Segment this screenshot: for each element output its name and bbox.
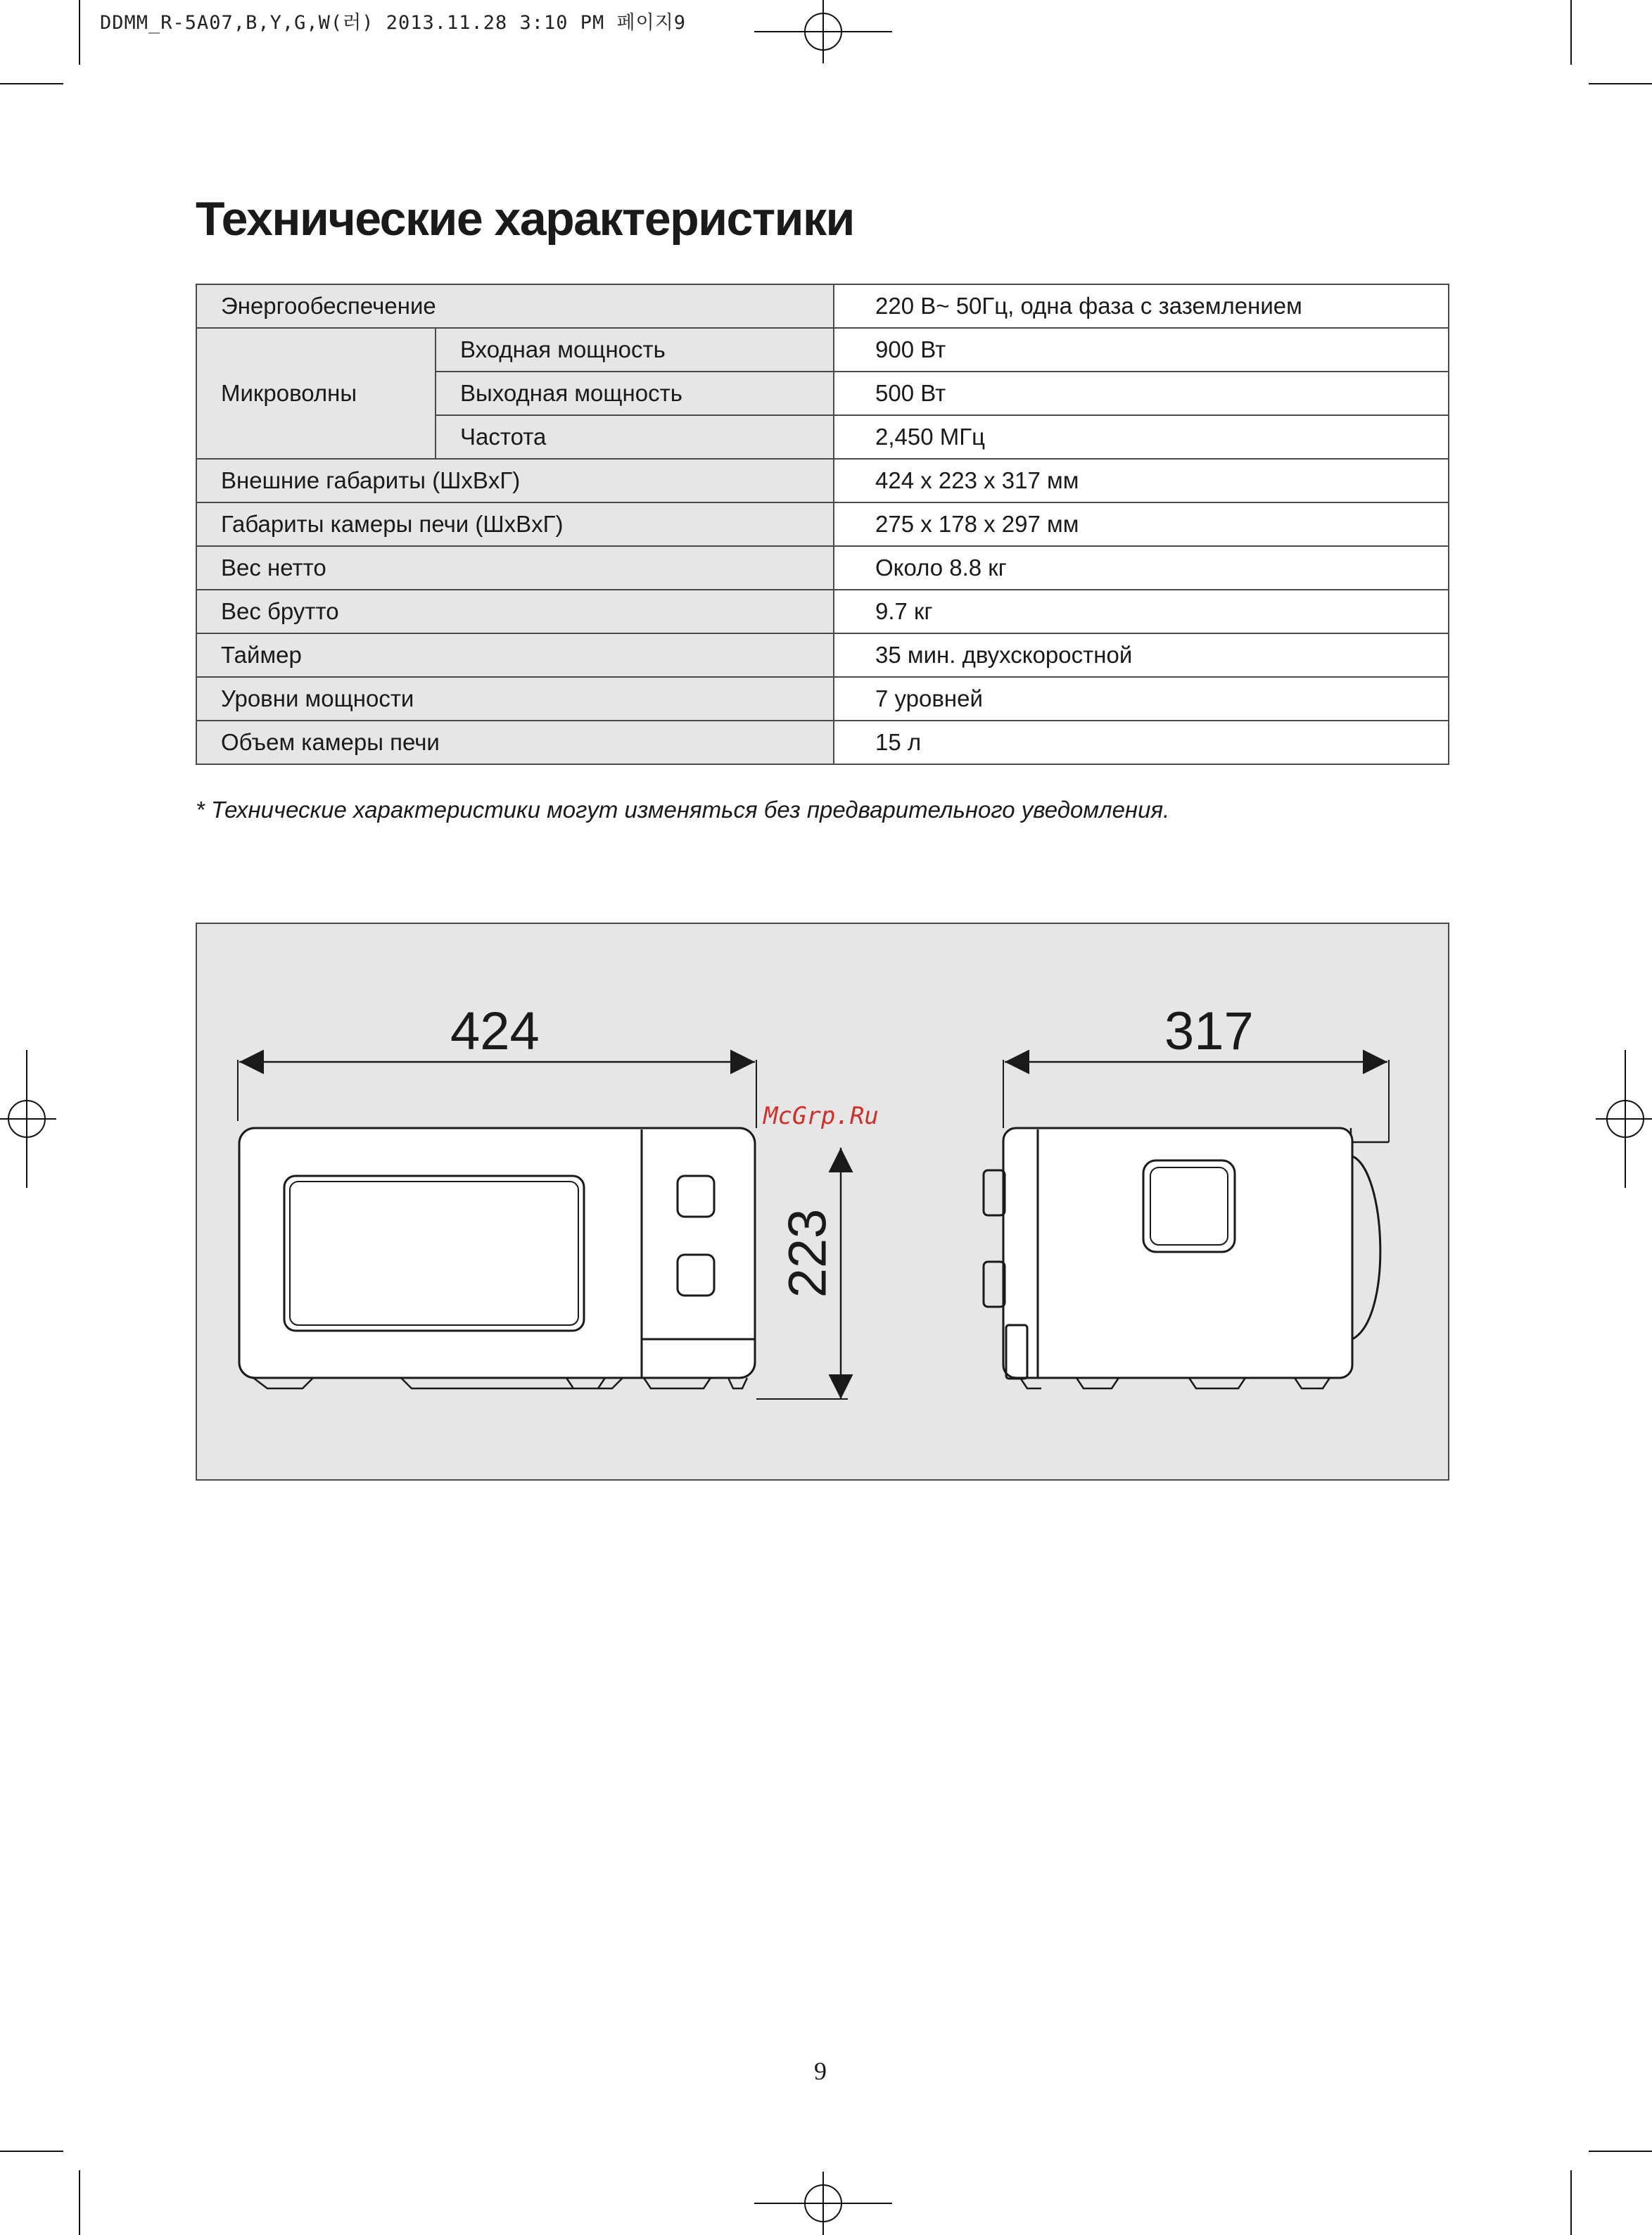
timer-label: Таймер <box>196 633 834 677</box>
crop-mark-top-left-horizontal <box>0 83 63 84</box>
height-dimension-label: 223 <box>777 1208 838 1298</box>
crop-mark-bottom-right-horizontal <box>1589 2151 1652 2152</box>
frequency-label: Частота <box>436 415 834 459</box>
cavity-volume-value: 15 л <box>834 721 1449 764</box>
page-number: 9 <box>814 2057 827 2085</box>
outer-dimensions-value: 424 x 223 x 317 мм <box>834 459 1449 502</box>
page-title: Технические характеристики <box>196 192 854 246</box>
crop-mark-bottom-left-vertical <box>79 2170 80 2235</box>
crop-mark-top-right-vertical <box>1570 0 1572 65</box>
microwave-drawings <box>197 924 1448 1479</box>
table-row-power-levels <box>196 677 1449 721</box>
table-row-net-weight <box>196 546 1449 590</box>
table-row-timer <box>196 633 1449 677</box>
cavity-volume-label: Объем камеры печи <box>196 721 834 764</box>
crop-mark-top-right-horizontal <box>1589 83 1652 84</box>
registration-mark-top <box>753 0 894 63</box>
table-row-power-supply <box>196 284 1449 328</box>
gross-weight-value: 9.7 кг <box>834 590 1449 633</box>
input-power-value: 900 Вт <box>834 328 1449 372</box>
frequency-value: 2,450 МГц <box>834 415 1449 459</box>
net-weight-label: Вес нетто <box>196 546 834 590</box>
net-weight-value: Около 8.8 кг <box>834 546 1449 590</box>
table-row-cavity-volume <box>196 721 1449 764</box>
output-power-label: Выходная мощность <box>436 372 834 415</box>
crop-mark-bottom-right-vertical <box>1570 2170 1572 2235</box>
width-dimension-label: 424 <box>450 1001 540 1061</box>
registration-mark-bottom <box>753 2172 894 2235</box>
watermark-text: McGrp.Ru <box>763 1102 879 1130</box>
crop-mark-top-left-vertical <box>79 0 80 65</box>
microwave-front-view <box>238 1060 848 1399</box>
dimensions-diagram <box>196 923 1449 1481</box>
registration-mark-left <box>0 1049 56 1189</box>
output-power-value: 500 Вт <box>834 372 1449 415</box>
microwave-side-view <box>984 1060 1389 1388</box>
cavity-dimensions-value: 275 x 178 x 297 мм <box>834 502 1449 546</box>
input-power-label: Входная мощность <box>436 328 834 372</box>
specifications-table <box>196 284 1449 765</box>
table-row-outer-dimensions <box>196 459 1449 502</box>
gross-weight-label: Вес брутто <box>196 590 834 633</box>
power-supply-label: Энергообеспечение <box>196 284 834 328</box>
table-row-gross-weight <box>196 590 1449 633</box>
power-levels-value: 7 уровней <box>834 677 1449 721</box>
microwaves-label: Микроволны <box>196 328 436 459</box>
crop-mark-bottom-left-horizontal <box>0 2151 63 2152</box>
registration-mark-right <box>1596 1049 1652 1189</box>
print-header: DDMM_R-5A07,B,Y,G,W(러) 2013.11.28 3:10 PM 페이지9 <box>100 12 687 34</box>
table-row-input-power <box>196 328 1449 372</box>
timer-value: 35 мин. двухскоростной <box>834 633 1449 677</box>
power-supply-value: 220 В~ 50Гц, одна фаза с заземлением <box>834 284 1449 328</box>
outer-dimensions-label: Внешние габариты (ШxВxГ) <box>196 459 834 502</box>
table-row-cavity-dimensions <box>196 502 1449 546</box>
cavity-dimensions-label: Габариты камеры печи (ШxВxГ) <box>196 502 834 546</box>
footnote: * Технические характеристики могут изменяться без предварительного уведомления. <box>196 797 1170 823</box>
depth-dimension-label: 317 <box>1164 1001 1254 1061</box>
power-levels-label: Уровни мощности <box>196 677 834 721</box>
